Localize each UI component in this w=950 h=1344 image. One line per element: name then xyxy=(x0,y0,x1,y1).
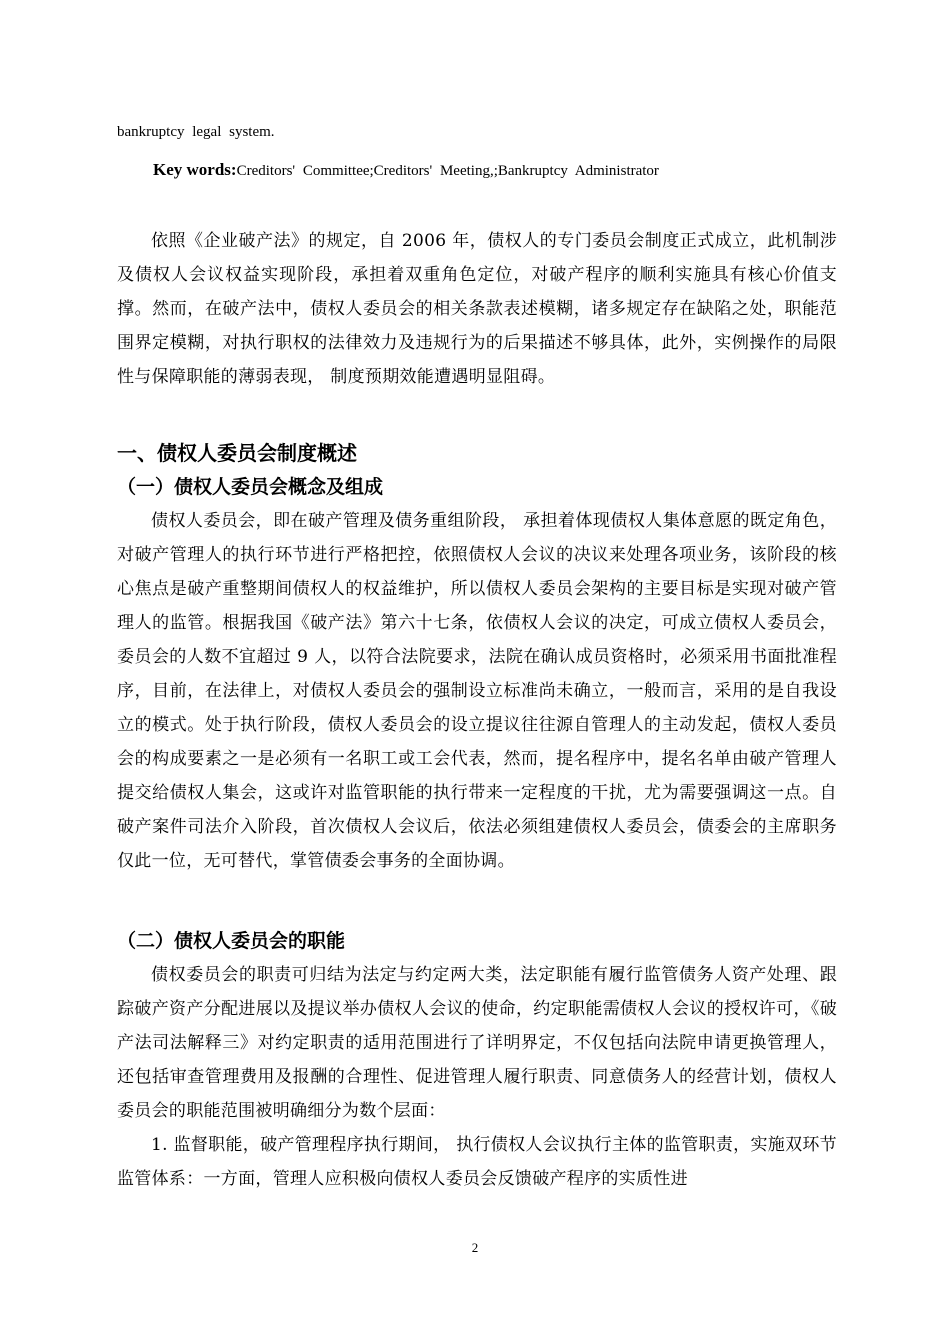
subsection-2-paragraph: 债权委员会的职责可归结为法定与约定两大类，法定职能有履行监管债务人资产处理、跟踪破产资产分配进展以及提议举办债权人会议的使命，约定职能需债权人会议的授权许可，《破产法司法解释三》对约定职责的适用范围进行了详明界定，不仅包括向法院申请更换管理人，还包括审查管理费用及报酬的合理性、促进管理人履行职责、同意债务人的经营计划，债权人委员会的职能范围被明确细分为数个层面： xyxy=(117,965,837,1121)
abstract-tail: bankruptcy legal system. xyxy=(117,124,275,140)
intro-paragraph: 依照《企业破产法》的规定，自 2006 年，债权人的专门委员会制度正式成立，此机制涉及债权人会议权益实现阶段，承担着双重角色定位，对破产程序的顺利实施具有核心价值支撑。然而，在破产法中，债权人委员会的相关条款表述模糊，诸多规定存在缺陷之处，职能范围界定模糊，对执行职权的法律效力及违规行为的后果描述不够具体，此外，实例操作的局限性与保障职能的薄弱表现， 制度预期效能遭遇明显阻碍。 xyxy=(117,231,837,387)
subsection-1-heading: （一）债权人委员会概念及组成 xyxy=(117,476,384,498)
keywords-text: Creditors' Committee;Creditors' Meeting,;Bankruptcy Administrator xyxy=(236,163,659,179)
section-1-heading: 一、债权人委员会制度概述 xyxy=(117,441,357,465)
subsection-2-block xyxy=(117,958,837,1196)
page-number: 2 xyxy=(471,1240,479,1255)
subsection-1-paragraph: 债权人委员会，即在破产管理及债务重组阶段， 承担着体现债权人集体意愿的既定角色，对破产管理人的执行环节进行严格把控，依照债权人会议的决议来处理各项业务，该阶段的核心焦点是破产重整期间债权人的权益维护，所以债权人委员会架构的主要目标是实现对破产管理人的监管。根据我国《破产法》第六十七条，依债权人会议的决定，可成立债权人委员会，委员会的人数不宜超过 9 人，以符合法院要求，法院在确认成员资格时，必须采用书面批准程序，目前，在法律上，对债权人委员会的强制设立标准尚未确立，一般而言，采用的是自我设立的模式。处于执行阶段，债权人委员会的设立提议往往源自管理人的主动发起，债权人委员会的构成要素之一是必须有一名职工或工会代表，然而，提名程序中，提名名单由破产管理人提交给债权人集会，这或许对监管职能的执行带来一定程度的干扰，尤为需要强调这一点。自破产案件司法介入阶段，首次债权人会议后，依法必须组建债权人委员会，债委会的主席职务仅此一位，无可替代，掌管债委会事务的全面协调。 xyxy=(117,511,837,871)
intro-block xyxy=(117,224,837,394)
subsection-1-block xyxy=(117,504,837,878)
keywords-line xyxy=(153,160,659,180)
subsection-2-heading: （二）债权人委员会的职能 xyxy=(117,930,346,952)
list-item-1: 1. 监督职能，破产管理程序执行期间， 执行债权人会议执行主体的监管职责，实施双环节监管体系：一方面，管理人应积极向债权人委员会反馈破产程序的实质性进 xyxy=(117,1135,837,1189)
keywords-label: Key words: xyxy=(153,160,237,179)
